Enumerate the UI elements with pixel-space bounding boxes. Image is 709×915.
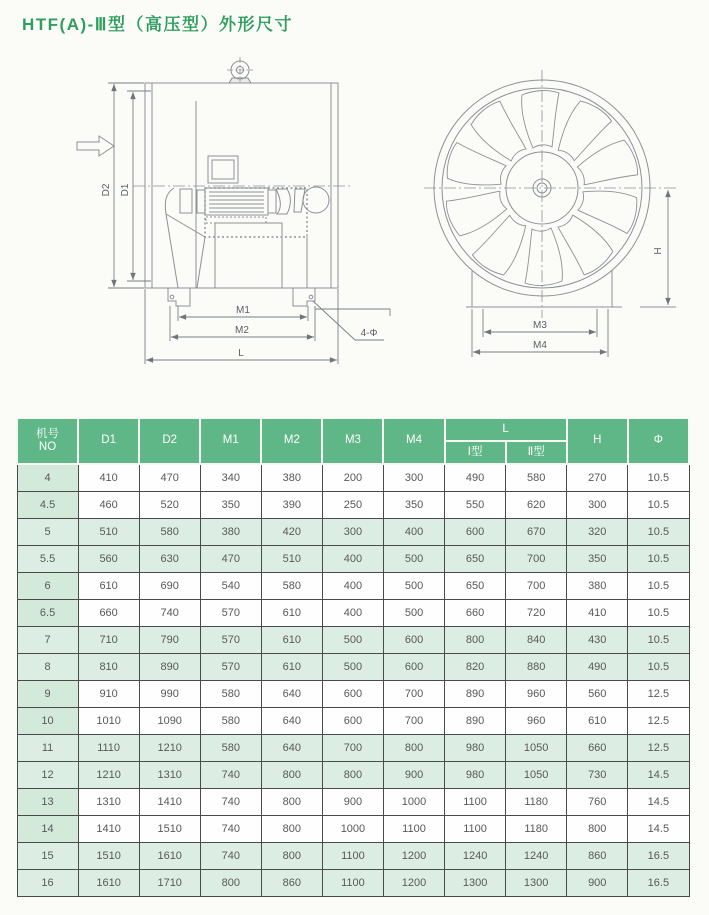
dimension-cell: 350 — [567, 546, 628, 573]
machine-no-cell: 6.5 — [17, 600, 78, 627]
dimension-cell: 600 — [383, 654, 444, 681]
dimension-cell: 890 — [445, 708, 506, 735]
dimension-cell: 910 — [78, 681, 139, 708]
dimension-cell: 1300 — [445, 870, 506, 897]
dimension-cell: 270 — [567, 464, 628, 492]
dimension-cell: 730 — [567, 762, 628, 789]
dimension-cell: 1410 — [139, 789, 200, 816]
dimension-cell: 980 — [445, 762, 506, 789]
inlet-cone — [165, 188, 205, 288]
dimension-cell: 650 — [445, 573, 506, 600]
dimension-cell: 800 — [445, 627, 506, 654]
dimension-cell: 300 — [567, 492, 628, 519]
dimension-cell: 410 — [78, 464, 139, 492]
dimension-cell: 900 — [567, 870, 628, 897]
table-row — [17, 735, 689, 762]
dimension-cell: 510 — [78, 519, 139, 546]
header-l: L — [445, 418, 567, 441]
dimension-table-section — [16, 417, 690, 897]
machine-no-cell: 9 — [17, 681, 78, 708]
dimension-cell: 1410 — [78, 816, 139, 843]
technical-drawing — [0, 0, 709, 405]
dimension-cell: 490 — [567, 654, 628, 681]
dimension-cell: 640 — [261, 708, 322, 735]
dimension-cell: 610 — [261, 654, 322, 681]
label-h: H — [653, 247, 664, 255]
dimension-cell: 740 — [200, 762, 261, 789]
machine-no-cell: 5.5 — [17, 546, 78, 573]
dimension-cell: 10.5 — [628, 492, 689, 519]
dimension-cell: 1710 — [139, 870, 200, 897]
dimension-cell: 740 — [200, 789, 261, 816]
dimension-cell: 380 — [261, 464, 322, 492]
dimension-cell: 860 — [261, 870, 322, 897]
bolt-hole-callout — [313, 301, 390, 340]
dimension-cell: 570 — [200, 654, 261, 681]
header-m1: M1 — [200, 418, 261, 464]
dimension-cell: 1000 — [322, 816, 383, 843]
dimension-cell: 800 — [200, 870, 261, 897]
table-row — [17, 708, 689, 735]
dimension-cell: 610 — [78, 573, 139, 600]
dimension-cell: 10.5 — [628, 600, 689, 627]
machine-no-cell: 6 — [17, 573, 78, 600]
dimension-cell: 1180 — [506, 789, 567, 816]
dimension-cell: 900 — [322, 789, 383, 816]
dimension-cell: 1010 — [78, 708, 139, 735]
dimension-cell: 1210 — [139, 735, 200, 762]
dimension-cell: 10.5 — [628, 627, 689, 654]
dimension-cell: 700 — [383, 681, 444, 708]
dimension-cell: 980 — [445, 735, 506, 762]
dimension-cell: 400 — [322, 600, 383, 627]
dimension-cell: 740 — [200, 816, 261, 843]
dimension-cell: 800 — [261, 789, 322, 816]
dimension-cell: 740 — [200, 843, 261, 870]
dimension-cell: 610 — [261, 600, 322, 627]
dimension-cell: 960 — [506, 681, 567, 708]
dimension-cell: 12.5 — [628, 708, 689, 735]
motor-pedestal — [215, 223, 307, 288]
dimension-cell: 14.5 — [628, 789, 689, 816]
dimension-cell: 420 — [261, 519, 322, 546]
header-m4: M4 — [383, 418, 444, 464]
dimension-cell: 500 — [322, 654, 383, 681]
dimension-cell: 710 — [78, 627, 139, 654]
dimension-cell: 1300 — [506, 870, 567, 897]
table-row — [17, 789, 689, 816]
table-row — [17, 573, 689, 600]
dimension-cell: 1610 — [78, 870, 139, 897]
dimension-cell: 570 — [200, 600, 261, 627]
header-machine-no-cn: 机号 — [36, 427, 60, 440]
dimension-cell: 500 — [322, 627, 383, 654]
machine-no-cell: 8 — [17, 654, 78, 681]
dimension-cell: 1100 — [445, 816, 506, 843]
mounting-feet — [168, 288, 315, 306]
dimension-cell: 14.5 — [628, 816, 689, 843]
dimension-cell: 380 — [200, 519, 261, 546]
dimension-cell: 600 — [383, 627, 444, 654]
machine-no-cell: 5 — [17, 519, 78, 546]
table-body — [17, 464, 689, 897]
dimension-cell: 520 — [139, 492, 200, 519]
header-machine-no-en: NO — [38, 441, 57, 453]
machine-no-cell: 11 — [17, 735, 78, 762]
dimension-cell: 1000 — [383, 789, 444, 816]
dimension-cell: 740 — [139, 600, 200, 627]
table-row — [17, 843, 689, 870]
dimension-cell: 500 — [383, 573, 444, 600]
table-row — [17, 519, 689, 546]
dimension-cell: 700 — [506, 546, 567, 573]
header-machine-no — [17, 418, 78, 464]
dimension-cell: 470 — [139, 464, 200, 492]
dimension-cell: 860 — [567, 843, 628, 870]
dimension-cell: 10.5 — [628, 464, 689, 492]
dimension-cell: 16.5 — [628, 870, 689, 897]
dimension-cell: 10.5 — [628, 546, 689, 573]
table-row — [17, 464, 689, 492]
dimension-cell: 1200 — [383, 843, 444, 870]
table-row — [17, 654, 689, 681]
dimension-cell: 650 — [445, 546, 506, 573]
table-row — [17, 492, 689, 519]
dimension-cell: 1100 — [322, 843, 383, 870]
label-bolt-holes: 4-Φ — [360, 328, 378, 339]
dimension-cell: 12.5 — [628, 681, 689, 708]
dimension-cell: 430 — [567, 627, 628, 654]
dimension-cell: 600 — [322, 681, 383, 708]
airflow-arrow-icon — [77, 136, 114, 156]
dimension-cell: 800 — [567, 816, 628, 843]
machine-no-cell: 14 — [17, 816, 78, 843]
dimension-cell: 400 — [322, 573, 383, 600]
dimension-cell: 320 — [567, 519, 628, 546]
dimension-cell: 550 — [445, 492, 506, 519]
dimension-cell: 640 — [261, 735, 322, 762]
dimension-cell: 390 — [261, 492, 322, 519]
dimension-cell: 410 — [567, 600, 628, 627]
impeller-hub-section — [276, 187, 329, 214]
motor-junction-box — [208, 156, 238, 183]
dimension-cell: 1310 — [78, 789, 139, 816]
dimension-cell: 1200 — [383, 870, 444, 897]
machine-no-cell: 12 — [17, 762, 78, 789]
dimension-cell: 700 — [383, 708, 444, 735]
dimension-cell: 10.5 — [628, 654, 689, 681]
dimension-cell: 500 — [383, 546, 444, 573]
dimension-cell: 890 — [445, 681, 506, 708]
dimension-cell: 580 — [200, 735, 261, 762]
dimension-cell: 350 — [200, 492, 261, 519]
dimension-cell: 580 — [261, 573, 322, 600]
dimension-cell: 800 — [261, 843, 322, 870]
dimension-cell: 12.5 — [628, 735, 689, 762]
dimension-cell: 540 — [200, 573, 261, 600]
dimension-cell: 670 — [506, 519, 567, 546]
dimension-cell: 570 — [200, 627, 261, 654]
table-row — [17, 600, 689, 627]
table-row — [17, 870, 689, 897]
label-m3: M3 — [533, 320, 547, 331]
dimension-cell: 580 — [200, 681, 261, 708]
dimension-cell: 630 — [139, 546, 200, 573]
dimension-cell: 340 — [200, 464, 261, 492]
dimension-cell: 1050 — [506, 762, 567, 789]
dimension-cell: 1510 — [78, 843, 139, 870]
dimension-cell: 300 — [383, 464, 444, 492]
dimension-cell: 560 — [78, 546, 139, 573]
dimension-cell: 620 — [506, 492, 567, 519]
dimension-cell: 660 — [567, 735, 628, 762]
motor-body — [197, 188, 276, 215]
dimension-cell: 580 — [506, 464, 567, 492]
dimension-cell: 610 — [567, 708, 628, 735]
table-row — [17, 762, 689, 789]
dimension-cell: 10.5 — [628, 519, 689, 546]
dimension-cell: 660 — [78, 600, 139, 627]
dimension-cell: 960 — [506, 708, 567, 735]
machine-no-cell: 10 — [17, 708, 78, 735]
dimension-cell: 1090 — [139, 708, 200, 735]
dimension-cell: 200 — [322, 464, 383, 492]
machine-no-cell: 16 — [17, 870, 78, 897]
dimension-cell: 500 — [383, 600, 444, 627]
label-d1: D1 — [120, 183, 131, 197]
dimension-cell: 790 — [139, 627, 200, 654]
dimension-cell: 400 — [383, 519, 444, 546]
dimension-cell: 720 — [506, 600, 567, 627]
header-d1: D1 — [78, 418, 139, 464]
machine-no-cell: 7 — [17, 627, 78, 654]
dimension-cell: 1100 — [445, 789, 506, 816]
dimension-cell: 840 — [506, 627, 567, 654]
table-row — [17, 546, 689, 573]
dimension-cell: 1180 — [506, 816, 567, 843]
dimension-cell: 1210 — [78, 762, 139, 789]
dimension-cell: 560 — [567, 681, 628, 708]
side-view — [77, 57, 350, 306]
header-l-type1: Ⅰ型 — [445, 441, 506, 464]
dimension-cell: 660 — [445, 600, 506, 627]
label-l: L — [238, 348, 244, 359]
dimension-cell: 820 — [445, 654, 506, 681]
dimension-cell: 900 — [383, 762, 444, 789]
header-m3: M3 — [322, 418, 383, 464]
header-phi: Φ — [628, 418, 689, 464]
dimension-cell: 800 — [261, 816, 322, 843]
table-header — [17, 418, 689, 464]
fan-casing-outline — [145, 83, 338, 288]
dimension-cell: 300 — [322, 519, 383, 546]
dimension-cell: 890 — [139, 654, 200, 681]
lifting-eye-icon — [227, 57, 253, 83]
header-h: H — [567, 418, 628, 464]
dimension-cell: 700 — [322, 735, 383, 762]
dimension-cell: 1050 — [506, 735, 567, 762]
dimension-cell: 16.5 — [628, 843, 689, 870]
label-d2: D2 — [101, 183, 112, 197]
dimension-cell: 700 — [506, 573, 567, 600]
dimension-cell: 800 — [261, 762, 322, 789]
front-base — [466, 270, 676, 307]
dimension-cell: 510 — [261, 546, 322, 573]
dimension-cell: 470 — [200, 546, 261, 573]
dimension-cell: 1510 — [139, 816, 200, 843]
table-row — [17, 816, 689, 843]
dimension-cell: 1100 — [383, 816, 444, 843]
dimension-cell: 1310 — [139, 762, 200, 789]
dimension-cell: 1240 — [506, 843, 567, 870]
dimension-cell: 350 — [383, 492, 444, 519]
dimension-cell: 880 — [506, 654, 567, 681]
dimension-cell: 690 — [139, 573, 200, 600]
dimension-cell: 640 — [261, 681, 322, 708]
label-m2: M2 — [235, 325, 249, 336]
dimension-cell: 380 — [567, 573, 628, 600]
dimension-table — [16, 417, 690, 897]
dimension-cell: 600 — [445, 519, 506, 546]
dimension-cell: 580 — [139, 519, 200, 546]
dimension-cell: 760 — [567, 789, 628, 816]
dimension-cell: 610 — [261, 627, 322, 654]
header-d2: D2 — [139, 418, 200, 464]
dimension-cell: 600 — [322, 708, 383, 735]
dimension-cell: 800 — [383, 735, 444, 762]
label-m4: M4 — [533, 340, 547, 351]
machine-no-cell: 4.5 — [17, 492, 78, 519]
dimension-cell: 1610 — [139, 843, 200, 870]
page-title: HTF(A)-Ⅲ型（高压型）外形尺寸 — [22, 15, 294, 34]
machine-no-cell: 15 — [17, 843, 78, 870]
machine-no-cell: 4 — [17, 464, 78, 492]
header-m2: M2 — [261, 418, 322, 464]
table-row — [17, 681, 689, 708]
dimension-cell: 490 — [445, 464, 506, 492]
header-l-type2: Ⅱ型 — [506, 441, 567, 464]
dimension-cell: 810 — [78, 654, 139, 681]
table-row — [17, 627, 689, 654]
dimension-cell: 1110 — [78, 735, 139, 762]
label-m1: M1 — [236, 305, 250, 316]
front-view — [424, 70, 676, 318]
dimension-cell: 400 — [322, 546, 383, 573]
dimension-cell: 1100 — [322, 870, 383, 897]
dimension-cell: 580 — [200, 708, 261, 735]
dimension-cell: 990 — [139, 681, 200, 708]
dimension-cell: 1240 — [445, 843, 506, 870]
machine-no-cell: 13 — [17, 789, 78, 816]
dimension-cell: 14.5 — [628, 762, 689, 789]
dimension-cell: 460 — [78, 492, 139, 519]
dimension-cell: 250 — [322, 492, 383, 519]
dimension-cell: 10.5 — [628, 573, 689, 600]
dimension-cell: 800 — [322, 762, 383, 789]
